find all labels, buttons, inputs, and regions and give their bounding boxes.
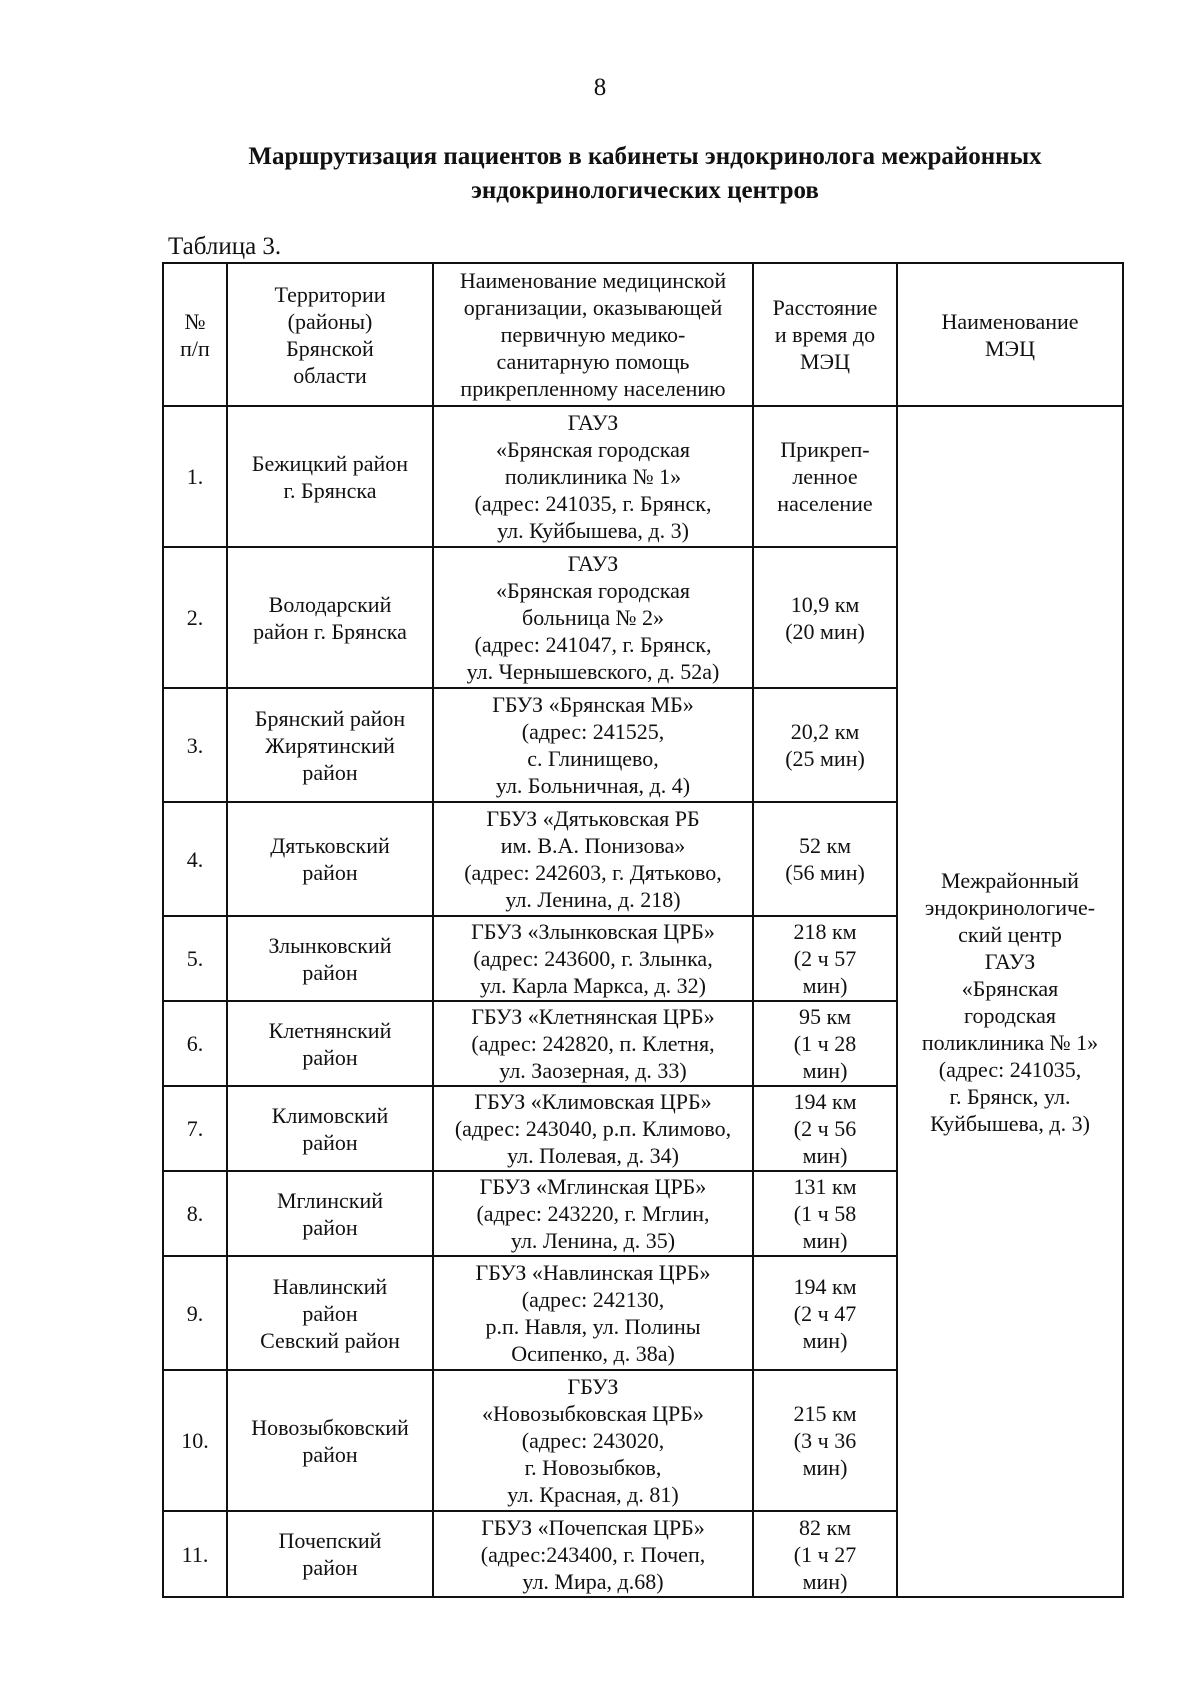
row-distance: 82 км (1 ч 27 мин)	[753, 1511, 897, 1597]
row-organization: ГБУЗ «Новозыбковская ЦРБ» (адрес: 243020, г. Новозыбков, ул. Красная, д. 81)	[433, 1370, 753, 1511]
row-num: 11.	[163, 1511, 227, 1597]
row-organization: ГБУЗ «Дятьковская РБ им. В.А. Понизова» (адрес: 242603, г. Дятьково, ул. Ленина, д. 218)	[433, 802, 753, 916]
row-territory: Бежицкий район г. Брянска	[227, 406, 433, 547]
row-distance: 194 км (2 ч 47 мин)	[753, 1256, 897, 1370]
row-distance: 95 км (1 ч 28 мин)	[753, 1001, 897, 1086]
table-row	[163, 406, 1123, 547]
row-organization: ГАУЗ «Брянская городская поликлиника № 1» (адрес: 241035, г. Брянск, ул. Куйбышева, д. 3)	[433, 406, 753, 547]
row-territory: Володарский район г. Брянска	[227, 547, 433, 688]
document-title	[150, 140, 1140, 208]
row-distance: Прикреп- ленное население	[753, 406, 897, 547]
row-num: 7.	[163, 1086, 227, 1171]
row-territory: Дятьковский район	[227, 802, 433, 916]
row-distance: 131 км (1 ч 58 мин)	[753, 1171, 897, 1256]
row-organization: ГАУЗ «Брянская городская больница № 2» (адрес: 241047, г. Брянск, ул. Чернышевского, д. 52а)	[433, 547, 753, 688]
row-territory: Клетнянский район	[227, 1001, 433, 1086]
row-territory: Брянский район Жирятинский район	[227, 688, 433, 802]
row-num: 9.	[163, 1256, 227, 1370]
header-org: Наименование медицинской организации, оказывающей первичную медико- санитарную помощь прикрепленному населению	[433, 263, 753, 406]
row-organization: ГБУЗ «Брянская МБ» (адрес: 241525, с. Глинищево, ул. Больничная, д. 4)	[433, 688, 753, 802]
routing-table	[162, 262, 1124, 1598]
row-num: 1.	[163, 406, 227, 547]
row-num: 3.	[163, 688, 227, 802]
header-mec: Наименование МЭЦ	[897, 263, 1123, 406]
row-distance: 20,2 км (25 мин)	[753, 688, 897, 802]
row-num: 10.	[163, 1370, 227, 1511]
row-organization: ГБУЗ «Климовская ЦРБ» (адрес: 243040, р.п. Климово, ул. Полевая, д. 34)	[433, 1086, 753, 1171]
header-num: № п/п	[163, 263, 227, 406]
row-distance: 215 км (3 ч 36 мин)	[753, 1370, 897, 1511]
row-num: 6.	[163, 1001, 227, 1086]
row-organization: ГБУЗ «Навлинская ЦРБ» (адрес: 242130, р.п. Навля, ул. Полины Осипенко, д. 38а)	[433, 1256, 753, 1370]
row-organization: ГБУЗ «Клетнянская ЦРБ» (адрес: 242820, п. Клетня, ул. Заозерная, д. 33)	[433, 1001, 753, 1086]
table-caption: Таблица 3.	[168, 233, 282, 260]
row-num: 5.	[163, 916, 227, 1001]
page-number: 8	[593, 74, 607, 101]
header-territory: Территории (районы) Брянской области	[227, 263, 433, 406]
row-distance: 218 км (2 ч 57 мин)	[753, 916, 897, 1001]
row-territory: Климовский район	[227, 1086, 433, 1171]
row-distance: 52 км (56 мин)	[753, 802, 897, 916]
row-num: 8.	[163, 1171, 227, 1256]
title-line-1: Маршрутизация пациентов в кабинеты эндокринолога межрайонных	[248, 143, 1042, 170]
row-organization: ГБУЗ «Почепская ЦРБ» (адрес:243400, г. Почеп, ул. Мира, д.68)	[433, 1511, 753, 1597]
row-territory: Почепский район	[227, 1511, 433, 1597]
header-distance: Расстояние и время до МЭЦ	[753, 263, 897, 406]
row-territory: Злынковский район	[227, 916, 433, 1001]
mec-name-cell: Межрайонный эндокринологиче- ский центр ГАУЗ «Брянская городская поликлиника № 1» (адрес: 241035, г. Брянск, ул. Куйбышева, д. 3)	[897, 406, 1123, 1597]
title-line-2: эндокринологических центров	[471, 177, 819, 204]
row-num: 4.	[163, 802, 227, 916]
row-territory: Навлинский район Севский район	[227, 1256, 433, 1370]
row-num: 2.	[163, 547, 227, 688]
row-territory: Новозыбковский район	[227, 1370, 433, 1511]
table-header-row	[163, 263, 1123, 406]
row-organization: ГБУЗ «Мглинская ЦРБ» (адрес: 243220, г. Мглин, ул. Ленина, д. 35)	[433, 1171, 753, 1256]
row-territory: Мглинский район	[227, 1171, 433, 1256]
row-distance: 194 км (2 ч 56 мин)	[753, 1086, 897, 1171]
row-organization: ГБУЗ «Злынковская ЦРБ» (адрес: 243600, г. Злынка, ул. Карла Маркса, д. 32)	[433, 916, 753, 1001]
row-distance: 10,9 км (20 мин)	[753, 547, 897, 688]
